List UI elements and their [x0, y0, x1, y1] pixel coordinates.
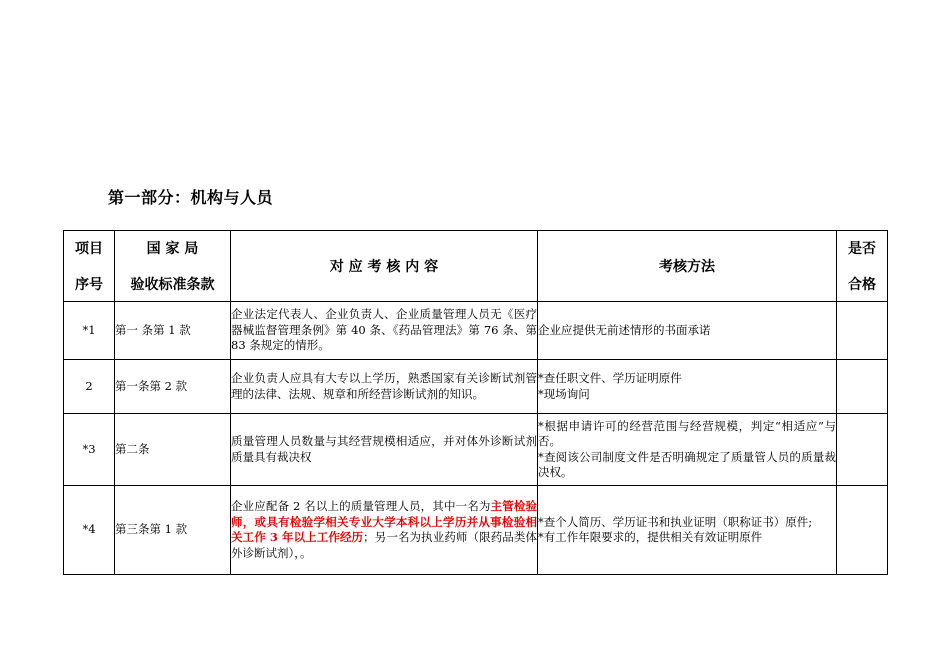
- row-method: [538, 486, 837, 575]
- table-row: [64, 486, 888, 575]
- row-result-cell[interactable]: [837, 302, 888, 360]
- row-clause: 第一 条第 1 款: [115, 302, 231, 360]
- method-line: *查个人简历、学历证书和执业证明（职称证书）原件;: [538, 514, 813, 529]
- content-text: ；另一名为执业药师（限药品类体外诊断试剂），。: [231, 530, 537, 560]
- table-header-row: [64, 231, 888, 302]
- row-clause: 第二条: [115, 414, 231, 486]
- row-content: 企业负责人应具有大专以上学历，熟悉国家有关诊断试剂管理的法律、法规、规章和所经营诊断试剂的知识。: [231, 360, 538, 414]
- section-title: 第一部分：机构与人员: [108, 188, 274, 207]
- row-method: [538, 302, 837, 360]
- row-number: *3: [64, 414, 115, 486]
- row-content: [231, 486, 538, 575]
- row-clause: 第一条第 2 款: [115, 360, 231, 414]
- header-standard-clause: [115, 231, 231, 302]
- header-assessment-method-label: 考核方法: [659, 259, 715, 275]
- row-number: *1: [64, 302, 115, 360]
- method-line: *根据申请许可的经营范围与经营规模，判定“相适应”与否。: [538, 418, 836, 448]
- header-assessment-content-label: 对 应 考 核 内 容: [329, 259, 439, 275]
- row-content: 质量管理人员数量与其经营规模相适应，并对体外诊断试剂质量具有裁决权: [231, 414, 538, 486]
- row-clause: 第三条第 1 款: [115, 486, 231, 575]
- row-result-cell[interactable]: [837, 360, 888, 414]
- row-number: *4: [64, 486, 115, 575]
- row-method: [538, 414, 837, 486]
- row-result-cell[interactable]: [837, 414, 888, 486]
- row-result-cell[interactable]: [837, 486, 888, 575]
- row-number: 2: [64, 360, 115, 414]
- row-content: 企业法定代表人、企业负责人、企业质量管理人员无《医疗器械监督管理条例》第 40 条、《药品管理法》第 76 条、第 83 条规定的情形。: [231, 302, 538, 360]
- header-qualified: [837, 231, 888, 302]
- content-highlight: 主管检验师，或具有检验学相关专业大学本科以上学历并从事检验相关工作 3 年以上工作经历: [231, 499, 537, 544]
- method-line: *现场询问: [538, 386, 590, 401]
- header-assessment-content: [231, 231, 538, 302]
- content-text: 企业应配备 2 名以上的质量管理人员，其中一名为: [231, 499, 491, 513]
- header-qualified-line2: 合格: [848, 277, 876, 293]
- header-assessment-method: [538, 231, 837, 302]
- table-row: [64, 360, 888, 414]
- header-standard-clause-line2: 验收标准条款: [130, 277, 215, 293]
- header-item-number-line1: 项目: [75, 241, 103, 257]
- header-item-number-line2: 序号: [75, 277, 103, 293]
- method-line: 企业应提供无前述情形的书面承诺: [538, 322, 711, 337]
- row-method: [538, 360, 837, 414]
- method-line: *有工作年限要求的，提供相关有效证明原件: [538, 530, 763, 544]
- header-standard-clause-line1: 国 家 局: [146, 241, 199, 257]
- header-item-number: [64, 231, 115, 302]
- method-line: *查任职文件、学历证明原件: [538, 371, 682, 385]
- method-line: *查阅该公司制度文件是否明确规定了质量管人员的质量裁决权。: [538, 449, 836, 479]
- header-qualified-line1: 是否: [848, 241, 876, 257]
- table-row: [64, 414, 888, 486]
- table-row: [64, 302, 888, 360]
- audit-table: [63, 230, 888, 575]
